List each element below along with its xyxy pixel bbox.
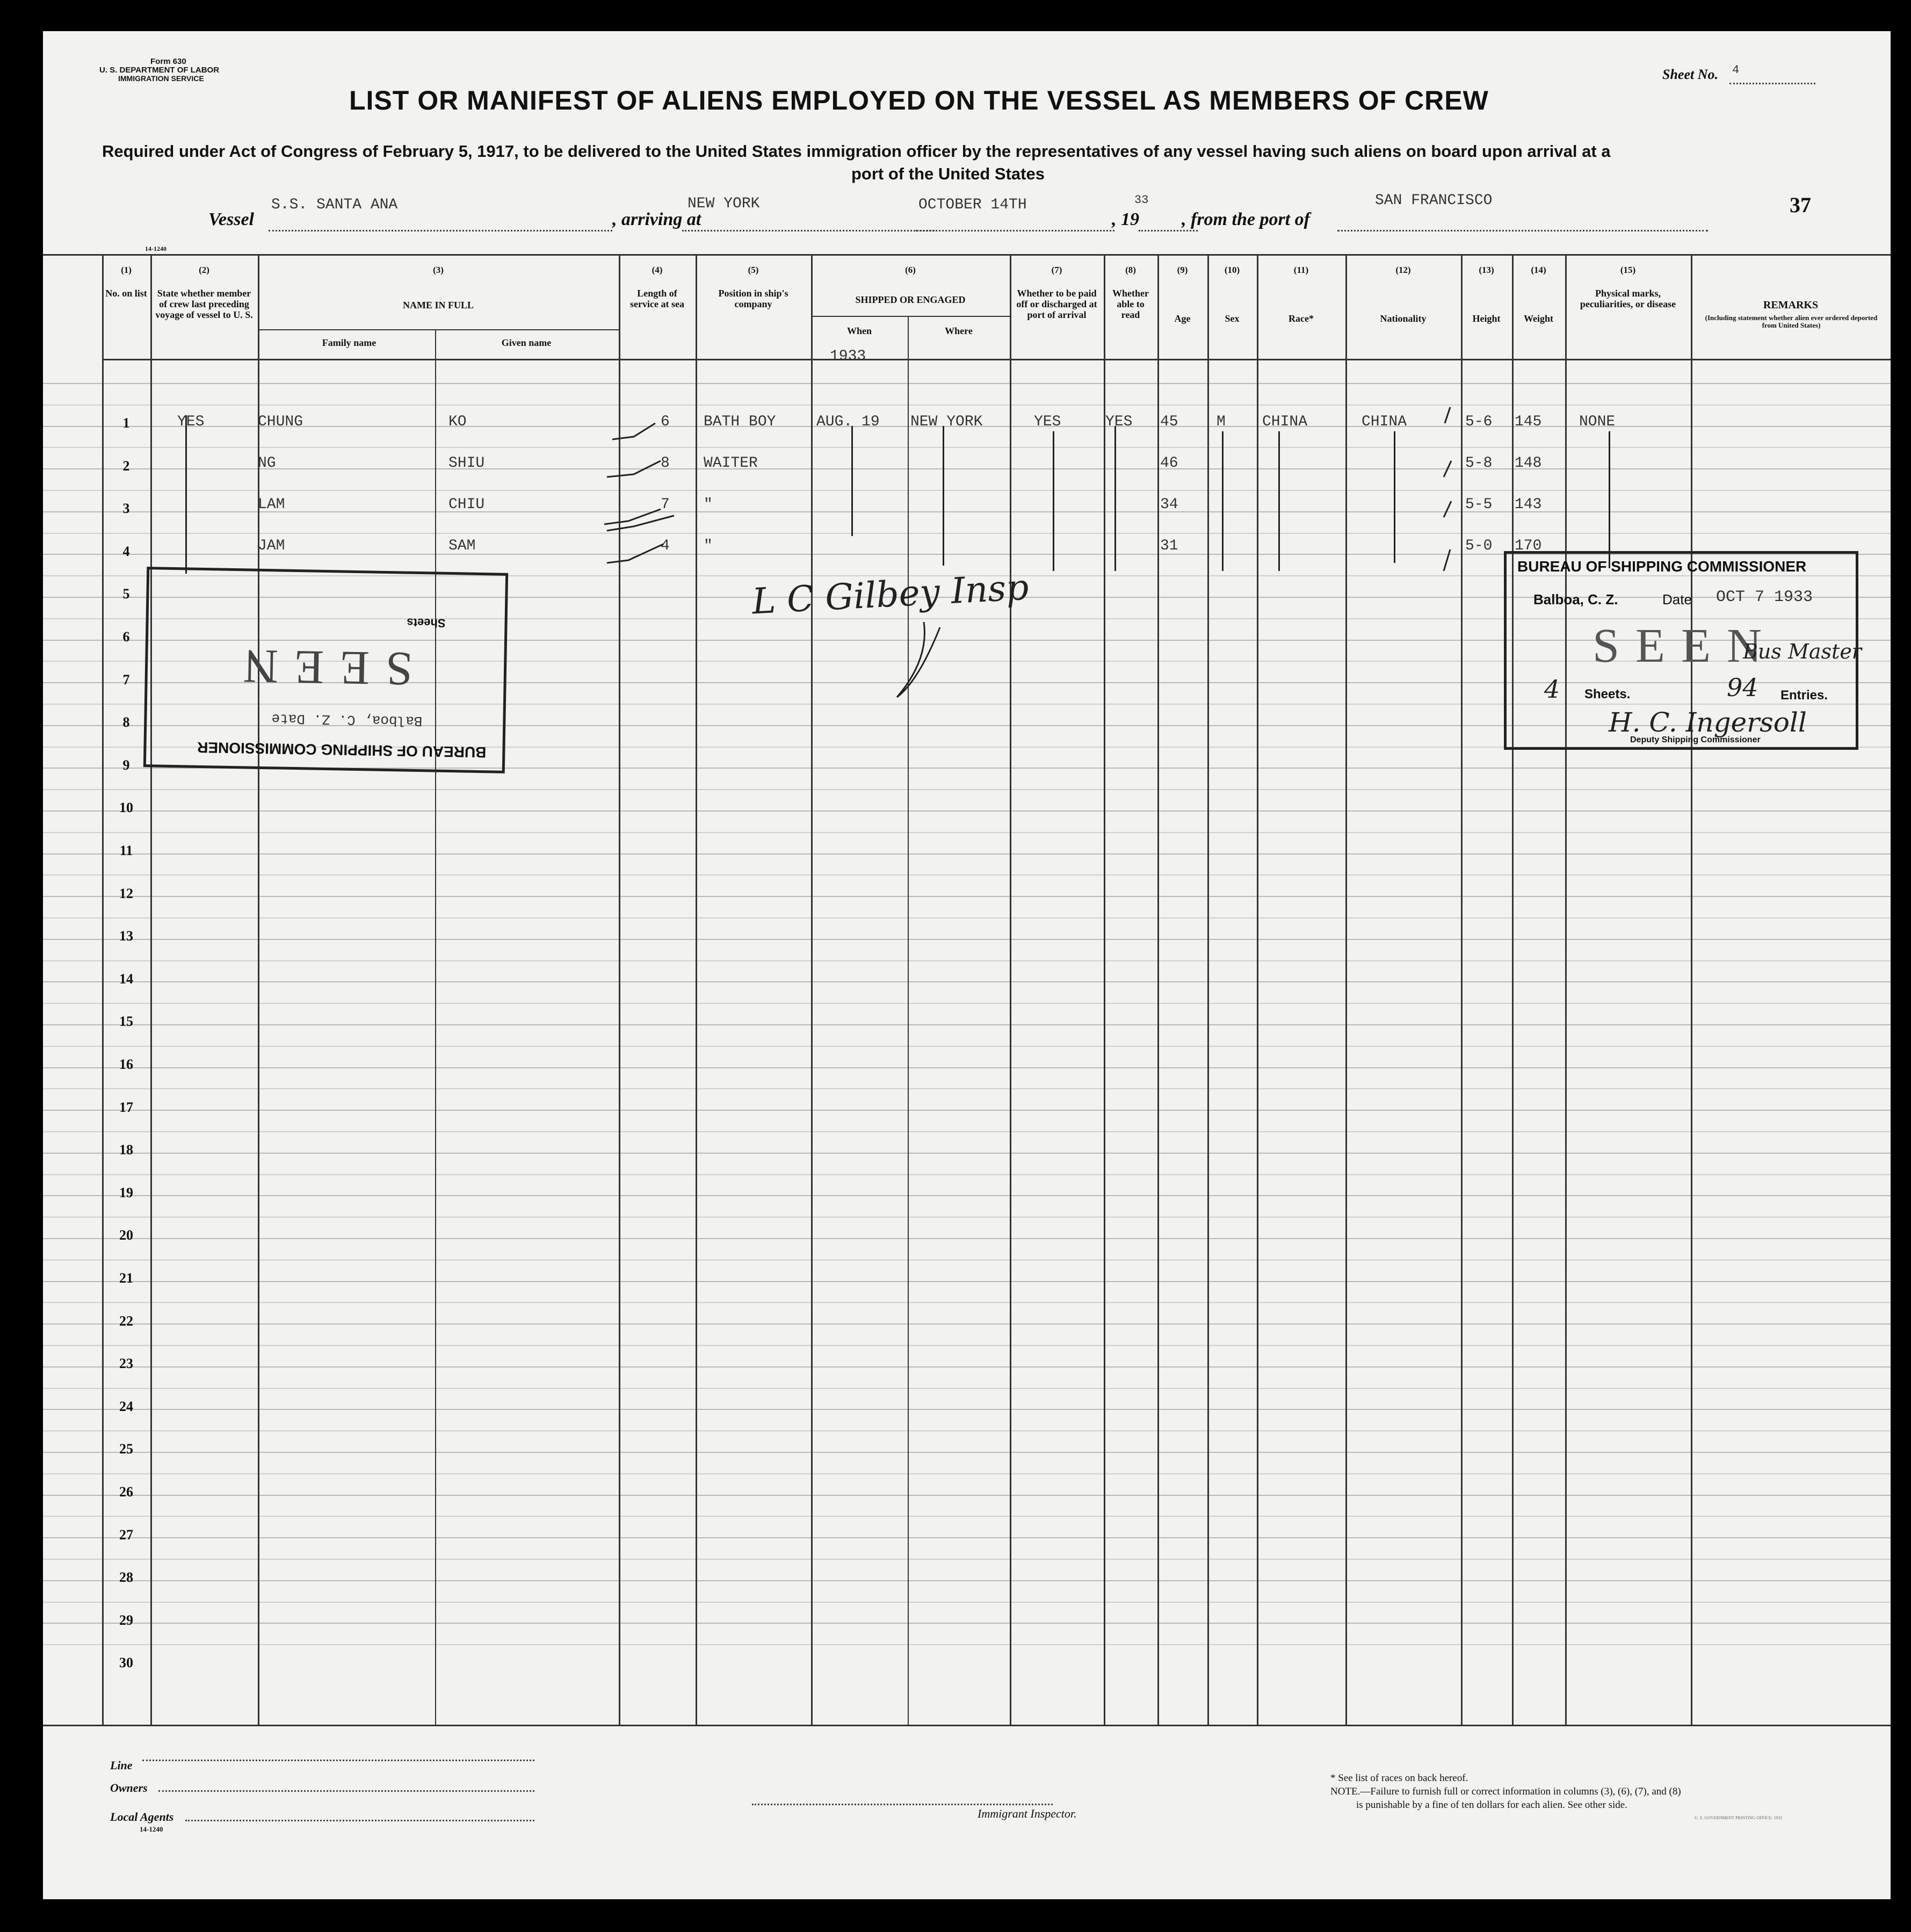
row-number: 7 — [122, 672, 130, 688]
row-rule — [43, 1388, 1891, 1389]
row-rule — [43, 468, 1891, 469]
row-rule — [43, 1174, 1891, 1175]
shipped-subhead-rule — [811, 316, 1010, 317]
footer-note-1: * See list of races on back hereof. — [1330, 1772, 1468, 1784]
row-rule — [43, 1024, 1891, 1025]
stamp-left — [143, 567, 508, 773]
footer-agents-code: 14-1240 — [140, 1825, 163, 1833]
cell-given: CHIU — [448, 496, 485, 513]
cell-position: WAITER — [704, 455, 758, 472]
row-rule — [43, 789, 1891, 790]
column-number: (2) — [199, 265, 209, 275]
row-number: 13 — [119, 928, 133, 944]
column-header: Physical marks, peculiarities, or disease — [1580, 288, 1676, 309]
row-number: 4 — [122, 544, 130, 559]
row-number: 2 — [122, 458, 130, 474]
cell-family: LAM — [258, 496, 285, 513]
column-number: (15) — [1620, 265, 1636, 275]
footer-line-field — [142, 1760, 534, 1761]
cell-family: CHUNG — [258, 414, 303, 430]
column-number: (3) — [433, 265, 444, 275]
column-header: Height — [1472, 313, 1501, 324]
column-subhead-when: When — [846, 325, 872, 336]
stamp-right-title: BUREAU OF SHIPPING COMMISSIONER — [1517, 558, 1807, 575]
footer-owners-label: Owners — [110, 1781, 148, 1794]
service: IMMIGRATION SERVICE — [118, 74, 204, 83]
name-subhead-rule — [258, 329, 619, 330]
row-rule — [43, 1452, 1891, 1453]
column-number: (5) — [748, 265, 759, 275]
signature-flourish — [886, 617, 951, 703]
cell-paid: YES — [1034, 414, 1061, 430]
header-bottom-rule — [102, 359, 1891, 360]
row-rule — [43, 1644, 1891, 1645]
cell-prev: YES — [177, 414, 205, 430]
row-rule — [43, 1580, 1891, 1581]
date-line — [916, 230, 1114, 231]
row-rule — [43, 1323, 1891, 1325]
from-port: SAN FRANCISCO — [1375, 192, 1493, 209]
table-bottom-rule — [43, 1725, 1891, 1726]
sheet-label: Sheet No. — [1662, 67, 1718, 82]
column-header: REMARKS — [1763, 299, 1819, 311]
row-rule — [43, 1195, 1891, 1196]
cell-sex: M — [1217, 414, 1226, 430]
row-rule — [43, 1602, 1891, 1603]
row-number: 28 — [119, 1569, 133, 1585]
row-number: 9 — [122, 757, 130, 773]
cell-service: 4 — [661, 538, 670, 554]
column-number: (9) — [1177, 265, 1188, 275]
table-top-rule — [43, 254, 1891, 256]
row-number: 20 — [119, 1227, 133, 1243]
column-rule — [1257, 254, 1258, 1725]
page-title: LIST OR MANIFEST OF ALIENS EMPLOYED ON THE VESSEL AS MEMBERS OF CREW — [349, 85, 1489, 115]
row-rule — [43, 1067, 1891, 1068]
footer-note-2: NOTE.—Failure to furnish full or correct information in columns (3), (6), (7), and (8) — [1330, 1786, 1681, 1797]
row-rule — [43, 1516, 1891, 1517]
cell-when: AUG. 19 — [816, 414, 880, 430]
row-rule — [43, 1559, 1891, 1560]
row-rule — [43, 1003, 1891, 1004]
column-number: (11) — [1293, 265, 1309, 275]
arriving-line — [682, 230, 935, 231]
row-rule — [43, 1238, 1891, 1239]
cell-service: 8 — [661, 455, 670, 472]
row-rule — [43, 917, 1891, 918]
shipped-subdivider — [908, 316, 909, 1725]
cell-position: " — [704, 538, 713, 554]
cell-read: YES — [1105, 414, 1133, 430]
row-rule — [43, 832, 1891, 833]
footer-owners-field — [158, 1790, 534, 1792]
footer-note-3: is punishable by a fine of ten dollars for each alien. See other side. — [1356, 1799, 1627, 1811]
cell-family: JAM — [258, 538, 285, 554]
inspector-signature: L C Gilbey Insp — [751, 566, 1030, 623]
row-rule — [43, 1153, 1891, 1154]
row-rule — [43, 1345, 1891, 1346]
column-rule — [1010, 254, 1011, 1725]
ditto-line — [185, 415, 187, 574]
row-rule — [43, 490, 1891, 491]
column-header: Length of service at sea — [630, 288, 684, 309]
stamp-right-seen: SEEN — [1592, 619, 1778, 672]
row-number: 29 — [119, 1612, 133, 1628]
column-rule — [1104, 254, 1105, 1725]
column-header: Sex — [1225, 313, 1240, 324]
row-rule — [43, 896, 1891, 897]
row-rule — [43, 1537, 1891, 1538]
row-number: 5 — [122, 586, 130, 602]
vessel-label: Vessel — [208, 209, 254, 229]
row-rule — [43, 1473, 1891, 1474]
stamp-left-title: BUREAU OF SHIPPING COMMISSIONER — [197, 739, 487, 761]
column-number: (13) — [1479, 265, 1494, 275]
cell-given: SHIU — [448, 455, 485, 472]
cell-weight: 170 — [1515, 538, 1542, 554]
row-number: 10 — [119, 800, 133, 815]
page-number: 37 — [1790, 193, 1811, 217]
row-rule — [43, 1623, 1891, 1624]
footer-agents-field — [185, 1820, 534, 1821]
inspector-label: Immigrant Inspector. — [978, 1807, 1077, 1820]
cell-age: 34 — [1160, 496, 1178, 513]
ditto-line — [1609, 431, 1610, 568]
row-rule — [43, 811, 1891, 812]
column-header: Race* — [1289, 313, 1314, 324]
cell-weight: 148 — [1515, 455, 1542, 472]
stamp-right-date: OCT 7 1933 — [1716, 588, 1813, 606]
row-rule — [43, 981, 1891, 982]
cell-race: CHINA — [1262, 414, 1308, 430]
subtitle-line-1: Required under Act of Congress of February 5, 1917, to be delivered to the United States immigration officer by the representatives of any vessel having such aliens on board upon arrival at a — [102, 142, 1611, 161]
cell-service: 6 — [661, 414, 670, 430]
stamp-right-entries-count: 94 — [1727, 673, 1758, 702]
stamp-right-entries-label: Entries. — [1780, 688, 1828, 703]
row-rule — [43, 1131, 1891, 1132]
from-line — [1337, 230, 1708, 231]
row-rule — [43, 1302, 1891, 1303]
arriving-port: NEW YORK — [687, 196, 760, 212]
stamp-right-sheets-count: 4 — [1544, 675, 1560, 704]
column-number: (1) — [121, 265, 132, 275]
vessel-name: S.S. SANTA ANA — [271, 197, 398, 213]
stamp-right-place: Balboa, C. Z. — [1533, 591, 1618, 607]
column-rule — [258, 254, 259, 1725]
row-rule — [43, 939, 1891, 940]
column-header: Nationality — [1380, 313, 1427, 324]
cell-age: 31 — [1160, 538, 1178, 554]
row-rule — [43, 1495, 1891, 1496]
shipped-year: 1933 — [830, 348, 866, 365]
form-number: Form 630 — [150, 57, 186, 66]
stamp-right-officer: Deputy Shipping Commissioner — [1630, 735, 1761, 744]
row-number: 3 — [122, 501, 130, 516]
column-number: (10) — [1224, 265, 1240, 275]
column-rule — [1207, 254, 1209, 1725]
row-number: 25 — [119, 1441, 133, 1457]
column-rule — [1691, 254, 1692, 1725]
column-number: (7) — [1051, 265, 1062, 275]
column-header: SHIPPED OR ENGAGED — [855, 294, 966, 305]
cell-weight: 145 — [1515, 414, 1542, 430]
footer-agents-label: Local Agents — [110, 1810, 174, 1824]
row-rule — [43, 1088, 1891, 1089]
row-number: 21 — [119, 1270, 133, 1286]
cell-where: NEW YORK — [910, 414, 983, 430]
ditto-line — [943, 426, 944, 566]
cell-weight: 143 — [1515, 496, 1542, 513]
stamp-right-signature: H. C. Ingersoll — [1609, 707, 1807, 738]
stamp-left-seen: SEEN — [227, 639, 413, 696]
column-rule — [1565, 254, 1567, 1725]
row-number: 17 — [119, 1099, 133, 1115]
column-subhead-where: Where — [945, 325, 973, 336]
column-header: No. on list — [105, 288, 147, 299]
column-header: Whether able to read — [1112, 288, 1149, 320]
row-number: 16 — [119, 1057, 133, 1072]
inspector-field — [752, 1804, 1053, 1805]
row-number: 24 — [119, 1399, 133, 1414]
manifest-sheet — [43, 31, 1891, 1899]
row-rule — [43, 533, 1891, 534]
row-number: 30 — [119, 1655, 133, 1670]
row-rule — [43, 447, 1891, 448]
stamp-left-sheets: Sheets — [407, 616, 446, 630]
column-number: (4) — [652, 265, 663, 275]
stamp-right-sheets-label: Sheets. — [1584, 687, 1631, 701]
cell-given: KO — [448, 414, 467, 430]
arrival-year: 33 — [1134, 193, 1149, 207]
row-number: 26 — [119, 1484, 133, 1500]
column-number: (6) — [905, 265, 916, 275]
cell-position: BATH BOY — [704, 414, 776, 430]
row-number: 1 — [122, 415, 130, 431]
row-number: 6 — [122, 629, 130, 645]
column-header: Weight — [1523, 313, 1553, 324]
column-rule — [1345, 254, 1347, 1725]
cell-nationality: CHINA — [1362, 414, 1407, 430]
cell-given: SAM — [448, 538, 476, 554]
column-subhead-family: Family name — [322, 337, 377, 348]
name-subdivider — [435, 329, 436, 1725]
row-rule — [43, 511, 1891, 512]
column-number: (12) — [1395, 265, 1411, 275]
row-number: 14 — [119, 971, 133, 987]
row-rule — [43, 874, 1891, 875]
cell-family: NG — [258, 455, 276, 472]
ditto-line — [1278, 431, 1280, 571]
row-number: 22 — [119, 1313, 133, 1329]
ditto-line — [1222, 431, 1224, 571]
small-code: 14-1240 — [145, 245, 167, 252]
arriving-label: , arriving at — [612, 209, 701, 229]
stamp-right — [1504, 551, 1862, 750]
row-rule — [43, 853, 1891, 855]
column-header: State whether member of crew last preceding voyage of vessel to U. S. — [155, 288, 253, 320]
row-number: 11 — [119, 843, 133, 858]
ditto-line — [851, 426, 853, 536]
arrival-date: OCTOBER 14TH — [918, 197, 1027, 213]
column-header: Whether to be paid off or discharged at port of arrival — [1016, 288, 1097, 320]
cell-age: 45 — [1160, 414, 1178, 430]
column-header: Position in ship's company — [718, 288, 788, 309]
from-label: , from the port of — [1182, 209, 1310, 229]
subtitle-line-2: port of the United States — [851, 164, 1045, 183]
row-rule — [43, 383, 1891, 384]
year-label: , 19 — [1112, 209, 1139, 229]
cell-age: 46 — [1160, 455, 1178, 472]
row-number: 15 — [119, 1014, 133, 1029]
cell-marks: NONE — [1579, 414, 1616, 430]
department: U. S. DEPARTMENT OF LABOR — [99, 66, 220, 75]
column-rule — [811, 254, 813, 1725]
column-rule — [1512, 254, 1514, 1725]
row-number: 8 — [122, 714, 130, 730]
cell-service: 7 — [661, 496, 670, 513]
row-rule — [43, 1110, 1891, 1111]
printer-line: U. S. GOVERNMENT PRINTING OFFICE: 1932 — [1695, 1815, 1783, 1820]
row-number: 19 — [119, 1185, 133, 1200]
check-marks — [591, 375, 725, 579]
cell-height: 5-5 — [1465, 496, 1493, 513]
column-header: Age — [1174, 313, 1191, 324]
column-rule — [1157, 254, 1159, 1725]
nationality-slashes — [1439, 396, 1482, 579]
ditto-line — [1114, 426, 1116, 571]
column-number: (14) — [1531, 265, 1546, 275]
row-number: 23 — [119, 1356, 133, 1371]
cell-position: " — [704, 496, 713, 513]
column-subhead-given: Given name — [501, 337, 552, 348]
stamp-left-place: Balboa, C. Z. Date — [271, 710, 423, 729]
row-number: 12 — [119, 886, 133, 901]
column-number: (8) — [1125, 265, 1136, 275]
remarks-note: (Including statement whether alien ever ordered deported from United States) — [1705, 314, 1878, 329]
stamp-right-date-label: Date — [1662, 591, 1692, 607]
year-line — [1139, 230, 1198, 231]
sheet-line — [1729, 83, 1815, 84]
column-rule — [150, 254, 152, 1725]
column-rule — [102, 254, 104, 1725]
vessel-line — [269, 230, 612, 231]
row-rule — [43, 960, 1891, 961]
row-rule — [43, 1046, 1891, 1047]
column-header: NAME IN FULL — [402, 300, 474, 310]
ditto-line — [1053, 431, 1054, 571]
footer-line-label: Line — [110, 1759, 133, 1772]
row-rule — [43, 1281, 1891, 1282]
row-rule — [43, 1409, 1891, 1410]
row-rule — [43, 1366, 1891, 1367]
row-number: 18 — [119, 1142, 133, 1157]
cell-height: 5-0 — [1465, 538, 1493, 554]
row-number: 27 — [119, 1527, 133, 1543]
row-rule — [43, 1217, 1891, 1218]
sheet-number: 4 — [1732, 63, 1740, 77]
cell-height: 5-6 — [1465, 414, 1493, 430]
cell-height: 5-8 — [1465, 455, 1493, 472]
row-rule — [43, 1430, 1891, 1431]
row-rule — [43, 404, 1891, 406]
stamp-right-by: Bus Master — [1743, 640, 1862, 663]
ditto-line — [1394, 431, 1395, 563]
row-rule — [43, 1260, 1891, 1261]
